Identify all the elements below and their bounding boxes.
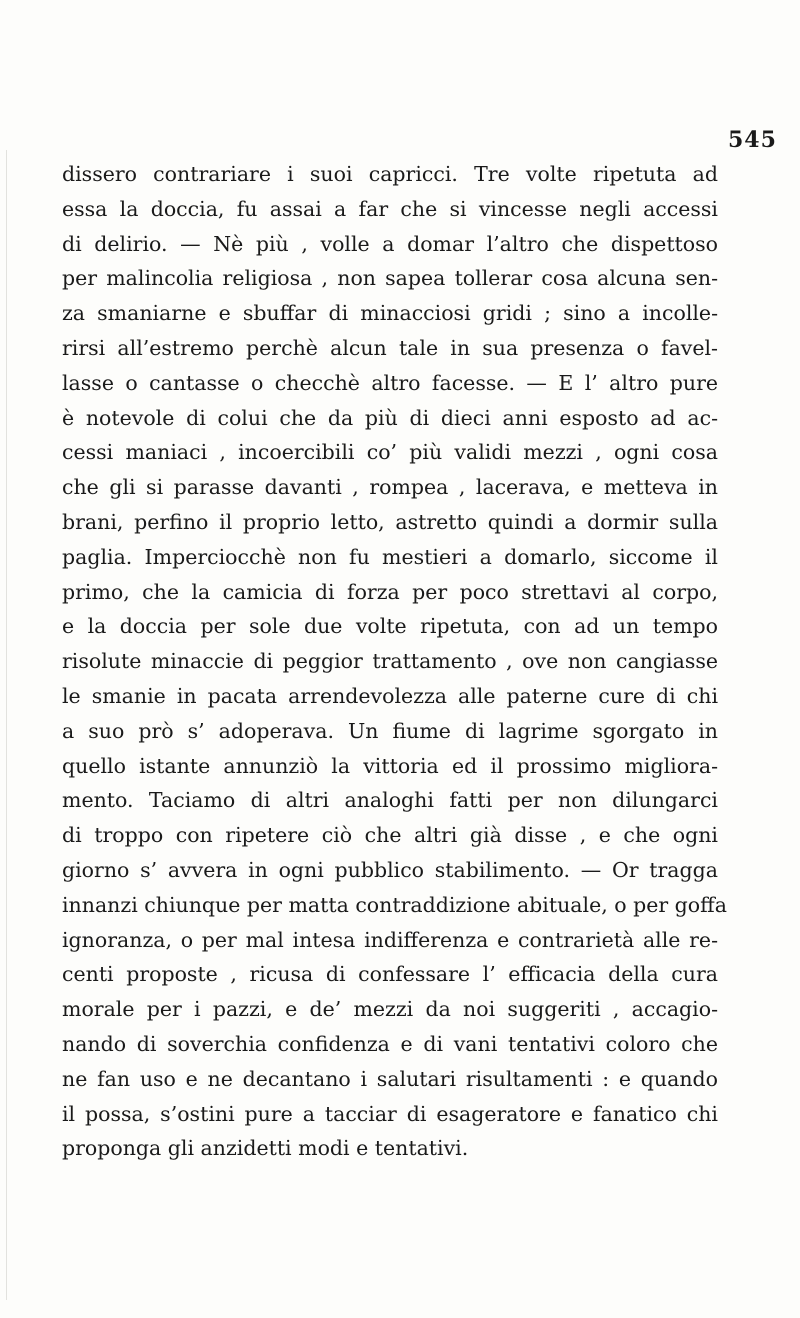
page-gutter-edge	[6, 150, 15, 1300]
text-line: innanzi chiunque per matta contraddizione abituale, o per goffa	[62, 892, 727, 917]
text-line: paglia. Imperciocchè non fu mestieri a domarlo, siccome il	[62, 544, 718, 569]
text-line: za smaniarne e sbuffar di minacciosi gridi ; sino a incolle-	[62, 301, 718, 326]
text-line: risolute minaccie di peggior trattamento , ove non cangiasse	[62, 649, 718, 674]
text-line: le smanie in pacata arrendevolezza alle paterne cure di chi	[62, 683, 718, 708]
text-line: brani, perfino il proprio letto, astretto quindi a dormir sulla	[62, 509, 718, 534]
text-line: centi proposte , ricusa di confessare l’ efficacia della cura	[62, 962, 718, 987]
text-line: il possa, s’ostini pure a tacciar di esageratore e fanatico chi	[62, 1101, 718, 1126]
text-line: ignoranza, o per mal intesa indifferenza e contrarietà alle re-	[62, 927, 718, 952]
page-number: 545	[728, 127, 777, 153]
text-line: mento. Taciamo di altri analoghi fatti per non dilungarci	[62, 788, 718, 813]
text-line: nando di soverchia confidenza e di vani tentativi coloro che	[62, 1031, 718, 1056]
text-line: per malincolia religiosa , non sapea tollerar cosa alcuna sen-	[62, 266, 718, 291]
text-line: è notevole di colui che da più di dieci anni esposto ad ac-	[62, 405, 718, 430]
text-line: che gli si parasse davanti , rompea , lacerava, e metteva in	[62, 475, 718, 500]
text-line: cessi maniaci , incoercibili co’ più validi mezzi , ogni cosa	[62, 440, 718, 465]
text-line: dissero contrariare i suoi capricci. Tre volte ripetuta ad	[62, 162, 718, 186]
body-text	[62, 157, 727, 1166]
text-line: di delirio. — Nè più , volle a domar l’altro che dispettoso	[62, 231, 718, 256]
text-line: morale per i pazzi, e de’ mezzi da noi suggeriti , accagio-	[62, 997, 718, 1022]
text-line: primo, che la camicia di forza per poco strettavi al corpo,	[62, 579, 718, 604]
text-line: a suo prò s’ adoperava. Un fiume di lagrime sgorgato in	[62, 718, 718, 743]
text-line: essa la doccia, fu assai a far che si vincesse negli accessi	[62, 196, 718, 221]
text-line: lasse o cantasse o checchè altro facesse. — E l’ altro pure	[62, 370, 718, 395]
text-line: e la doccia per sole due volte ripetuta, con ad un tempo	[62, 614, 718, 639]
text-line: proponga gli anzidetti modi e tentativi.	[62, 1136, 469, 1161]
text-line: giorno s’ avvera in ogni pubblico stabilimento. — Or tragga	[62, 857, 718, 882]
text-line: quello istante annunziò la vittoria ed il prossimo migliora-	[62, 753, 718, 778]
text-line: di troppo con ripetere ciò che altri già disse , e che ogni	[62, 823, 718, 848]
text-line: ne fan uso e ne decantano i salutari risultamenti : e quando	[62, 1066, 718, 1091]
text-line: rirsi all’estremo perchè alcun tale in sua presenza o favel-	[62, 335, 718, 360]
